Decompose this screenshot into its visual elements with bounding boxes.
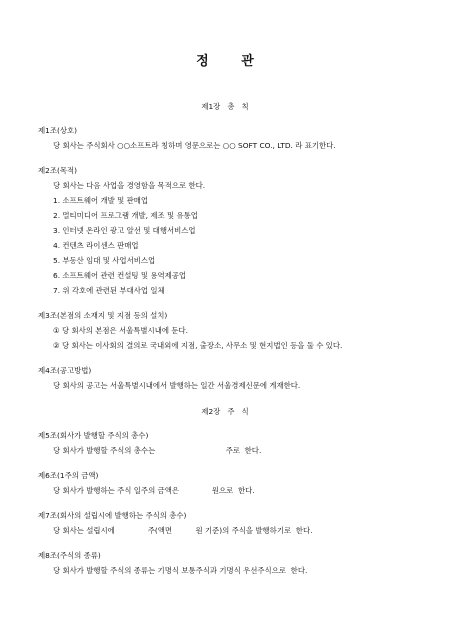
article-1-body: 당 회사는 주식회사 ○○소프트라 칭하며 영문으로는 ○○ SOFT CO., LTD. 라 표기한다. bbox=[53, 141, 336, 150]
article-2-heading: 제2조(목적) bbox=[38, 166, 78, 175]
article-5-heading: 제5조(회사가 발행할 주식의 총수) bbox=[38, 431, 149, 440]
article-2-item: 7. 위 각호에 관련된 부대사업 일체 bbox=[53, 286, 165, 295]
chapter-1-heading: 제1장 총 칙 bbox=[201, 102, 249, 111]
article-2-item: 6. 소프트웨어 관련 컨설팅 및 용역제공업 bbox=[53, 271, 187, 280]
article-6-heading: 제6조(1주의 금액) bbox=[38, 471, 99, 480]
article-2-item: 2. 멀티미디어 프로그램 개발, 제조 및 유통업 bbox=[53, 211, 198, 220]
article-8-heading: 제8조(주식의 종류) bbox=[38, 551, 101, 560]
article-2-body: 당 회사는 다음 사업을 경영함을 목적으로 한다. bbox=[53, 181, 206, 190]
document-title: 정 관 bbox=[196, 54, 268, 69]
article-4-body: 당 회사의 공고는 서울특별시내에서 발행하는 일간 서울경제신문에 게재한다. bbox=[53, 381, 301, 390]
article-7-body: 당 회사는 설립시에 주(액면 원 기준)의 주식을 발행하기로 한다. bbox=[53, 526, 313, 535]
article-7-heading: 제7조(회사의 설립시에 발행하는 주식의 총수) bbox=[38, 511, 187, 520]
article-4-heading: 제4조(공고방법) bbox=[38, 366, 92, 375]
article-6-body: 당 회사가 발행하는 주식 일주의 금액은 원으로 한다. bbox=[53, 486, 255, 495]
article-3-item: ② 당 회사는 이사회의 결의로 국내외에 지점, 출장소, 사무소 및 현지법인 등을 둘 수 있다. bbox=[53, 341, 343, 350]
article-8-body: 당 회사가 발행할 주식의 종류는 기명식 보통주식과 기명식 우선주식으로 한다. bbox=[53, 566, 308, 575]
article-3-item: ① 당 회사의 본점은 서울특별시내에 둔다. bbox=[53, 326, 188, 335]
article-2-item: 1. 소프트웨어 개발 및 판매업 bbox=[53, 196, 148, 205]
article-2-item: 4. 컨텐츠 라이센스 판매업 bbox=[53, 241, 139, 250]
article-1-heading: 제1조(상호) bbox=[38, 126, 78, 135]
article-2-item: 5. 부동산 임대 및 사업서비스업 bbox=[53, 256, 156, 265]
article-5-body: 당 회사가 발행할 주식의 총수는 주로 한다. bbox=[53, 446, 262, 455]
article-2-item: 3. 인터넷 온라인 광고 알선 및 대행서비스업 bbox=[53, 226, 196, 235]
article-3-heading: 제3조(본점의 소재지 및 지점 등의 설치) bbox=[38, 311, 168, 320]
chapter-2-heading: 제2장 주 식 bbox=[201, 407, 249, 416]
